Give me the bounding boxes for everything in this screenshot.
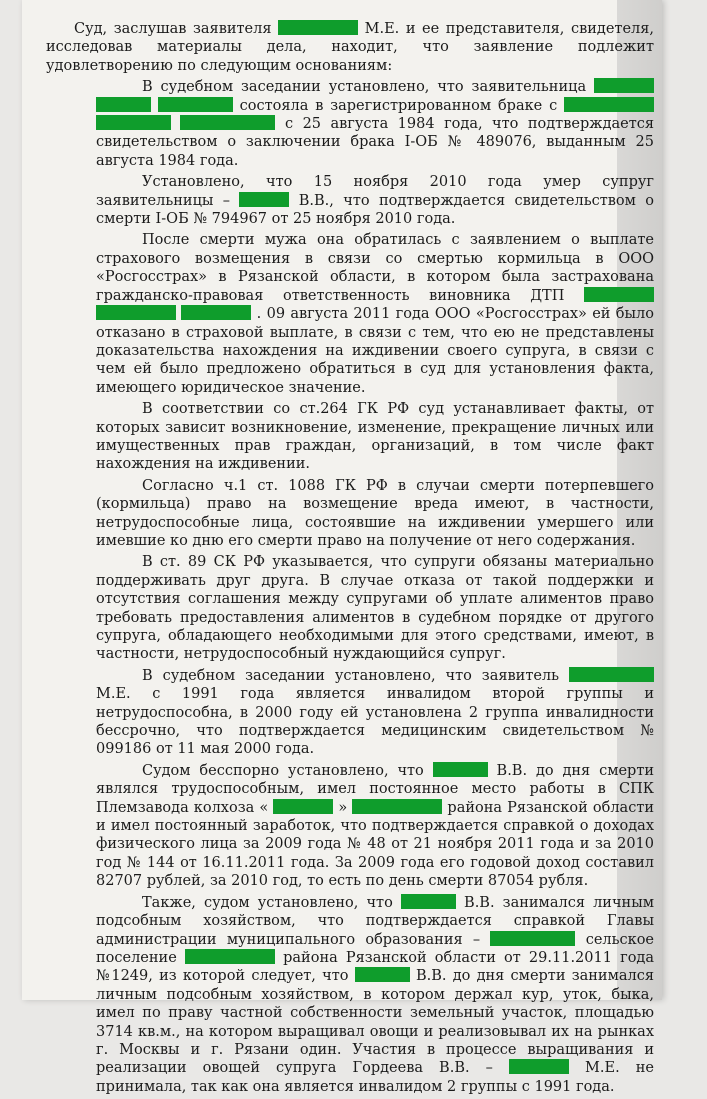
redaction-block bbox=[181, 305, 251, 320]
paragraph-9: Судом бесспорно установлено, что В.В. до дня смерти являлся трудоспособным, имел постоянное место работы в СПК Племзавода колхоза « » района Рязанской области и имел постоянный заработок, что подтверждается справкой о доходах физического лица за 2009 года № 48 от 21 ноября 2011 года и за 2010 год № 144 от 16.11.2011 года. За 2009 года его годовой доход составил 82707 рублей, за 2010 год, то есть по день смерти 87054 рубля. bbox=[96, 762, 655, 890]
court-document-text bbox=[46, 20, 655, 1099]
paragraph-5: В соответствии со ст.264 ГК РФ суд устанавливает факты, от которых зависит возникновение, изменение, прекращение личных или имущественных прав граждан, организаций, в том числе факт нахождения на иждивении. bbox=[96, 401, 654, 473]
redaction-block bbox=[433, 762, 488, 777]
paragraph-4: После смерти мужа она обратилась с заявлением о выплате страхового возмещения в связи со смертью кормильца в ООО «Росгосстрах» в Рязанской области, в котором была застрахована гражданско-правовая ответственность виновника ДТП . 09 августа 2011 года ООО «Росгосстрах» ей было отказано в страховой выплате, в связи с тем, что ею не представлены доказательства нахождения на иждивении своего супруга, в связи с чем ей было предложено обратиться в суд для установления факта, имеющего юридическое значение. bbox=[96, 232, 655, 396]
redaction-block bbox=[509, 1059, 569, 1074]
redaction-block bbox=[569, 667, 654, 682]
paragraph-7: В ст. 89 СК РФ указывается, что супруги обязаны материально поддерживать друг друга. В случае отказа от такой поддержки и отсутствия соглашения между супругами об уплате алиментов право требовать предоставления алиментов в судебном порядке от другого супруга, обладающего необходимыми для этого средствами, имеют, в частности, нетрудоспособный нуждающийся супруг. bbox=[96, 554, 654, 663]
redaction-block bbox=[584, 287, 654, 302]
redaction-block bbox=[564, 97, 654, 112]
redaction-block bbox=[96, 305, 176, 320]
redaction-block bbox=[239, 192, 289, 207]
redaction-block bbox=[273, 799, 333, 814]
redaction-block bbox=[185, 949, 275, 964]
paragraph-8: В судебном заседании установлено, что заявитель М.Е. с 1991 года является инвалидом второй группы и нетрудоспособна, в 2000 году ей установлена 2 группа инвалидности бессрочно, что подтверждается медицинским свидетельством № 099186 от 11 мая 2000 года. bbox=[96, 667, 654, 758]
redaction-block bbox=[278, 20, 358, 35]
redaction-block bbox=[352, 799, 442, 814]
paragraph-10: Также, судом установлено, что В.В. занимался личным подсобным хозяйством, что подтверждается справкой Главы администрации муниципального образования – сельское поселение района Рязанской области от 29.11.2011 года №1249, из которой следует, что В.В. до дня смерти занимался личным подсобным хозяйством, в котором держал кур, уток, быка, имел по праву частной собственности земельный участок, площадью 3714 кв.м., на котором выращивал овощи и реализовывал их на рынках г. Москвы и г. Рязани один. Участия в процессе выращивания и реализации овощей супруга Гордеева В.В. – М.Е. не принимала, так как она является инвалидом 2 группы с 1991 года. bbox=[96, 894, 655, 1095]
redaction-block bbox=[490, 931, 575, 946]
redaction-block bbox=[355, 967, 410, 982]
redaction-block bbox=[158, 97, 233, 112]
redaction-block bbox=[180, 115, 275, 130]
redaction-block bbox=[594, 78, 654, 93]
redaction-block bbox=[96, 115, 171, 130]
redaction-block bbox=[401, 894, 456, 909]
paragraph-2: В судебном заседании установлено, что заявительница состояла в зарегистрированном браке с с 25 августа 1984 года, что подтверждается свидетельством о заключении брака I-ОБ № 489076, выданным 25 августа 1984 года. bbox=[96, 79, 655, 169]
paragraph-6: Согласно ч.1 ст. 1088 ГК РФ в случаи смерти потерпевшего (кормильца) право на возмещение вреда имеют, в частности, нетрудоспособные лица, состоявшие на иждивении умершего или имевшие ко дню его смерти право на получение от него содержания. bbox=[96, 477, 654, 549]
paragraph-3: Установлено, что 15 ноября 2010 года умер супруг заявительницы – В.В., что подтверждается свидетельством о смерти I-ОБ № 794967 от 25 ноября 2010 года. bbox=[96, 174, 655, 228]
paragraph-1: Суд, заслушав заявителя М.Е. и ее представителя, свидетеля, исследовав материалы дела, находит, что заявление подлежит удовлетворению по следующим основаниям: bbox=[46, 21, 654, 74]
redaction-block bbox=[96, 97, 151, 112]
